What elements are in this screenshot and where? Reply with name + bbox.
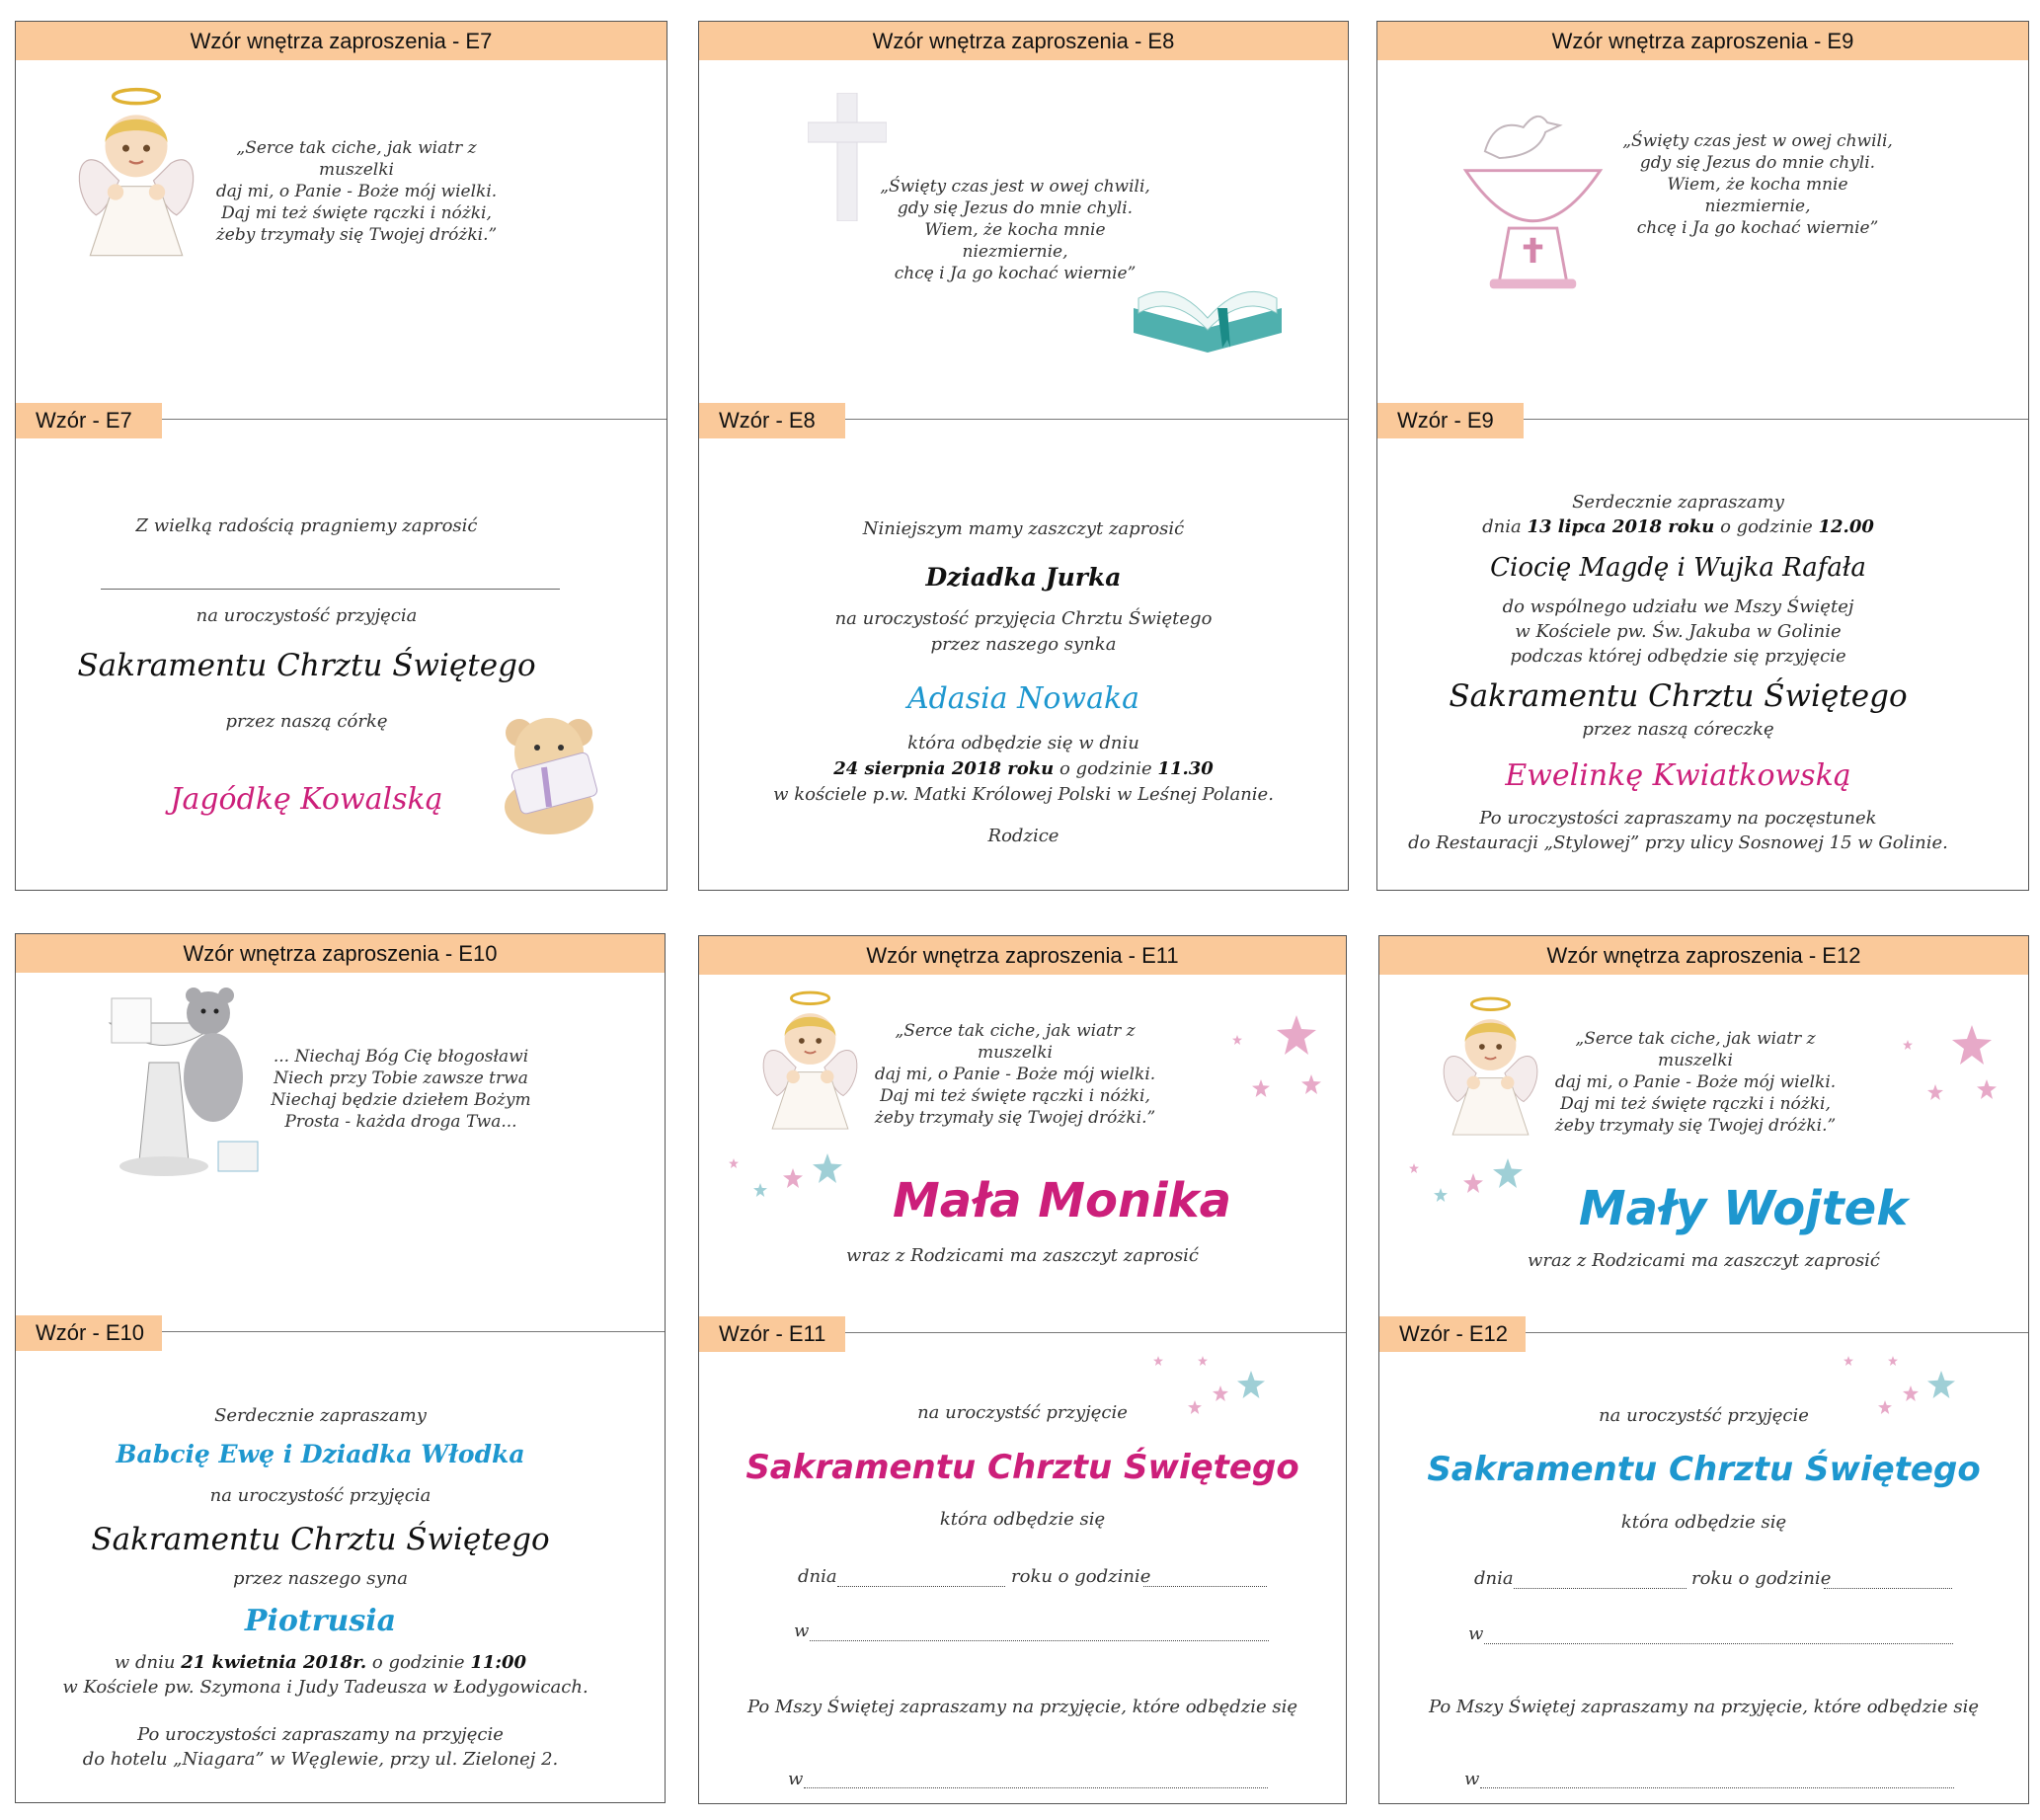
hour: 11:00	[470, 1652, 527, 1673]
angel-icon	[1434, 989, 1547, 1147]
intro-text: Z wielką radością pragniemy zaprosić	[135, 515, 478, 536]
place-text: w Kościele pw. Szymona i Judy Tadeusza w Łodygowicach.	[62, 1677, 588, 1698]
after-text-1: Po uroczystości zapraszamy na poczęstunek	[1479, 808, 1877, 829]
child-name: Ewelinkę Kwiatkowską	[1505, 758, 1851, 793]
poem: ... Niechaj Bóg Cię błogosławi Niech przy Tobie zawsze trwa Niechaj będzie dziełem Bożym Prosta - każda droga Twa...	[271, 1047, 531, 1132]
with-parents-text: wraz z Rodzicami ma zaszczyt zaprosić	[1527, 1250, 1881, 1271]
day-field[interactable]	[1514, 1588, 1687, 1589]
child-name: Mały Wojtek	[1578, 1181, 1909, 1236]
intro-text: Niniejszym mamy zaszczyt zaprosić	[862, 518, 1185, 539]
card-tag: Wzór - E12	[1379, 1316, 1526, 1352]
place-field[interactable]	[1484, 1643, 1953, 1644]
card-tag: Wzór - E7	[16, 403, 162, 438]
hour-field[interactable]	[1824, 1588, 1952, 1589]
in-label: w	[788, 1769, 804, 1789]
poem: „Serce tak ciche, jak wiatr z muszelki daj mi, o Panie - Boże mój wielki. Daj mi też święte rączki i nóżki, żeby trzymały się Twojej dróżki.”	[874, 1021, 1156, 1128]
book-icon	[1129, 269, 1287, 357]
child-name: Mała Monika	[893, 1173, 1231, 1228]
angel-icon	[753, 984, 867, 1142]
day-label: dnia	[798, 1566, 837, 1587]
child-name: Adasia Nowaka	[906, 681, 1140, 716]
hour: 12.00	[1818, 516, 1874, 537]
with-parents-text: wraz z Rodzicami ma zaszczyt zaprosić	[845, 1245, 1200, 1266]
guest-line	[101, 589, 560, 590]
teddy-bear-icon	[490, 708, 608, 836]
card-header: Wzór wnętrza zaproszenia - E7	[16, 22, 667, 60]
guest-name: Ciocię Magdę i Wujka Rafała	[1490, 553, 1866, 583]
poem: „Serce tak ciche, jak wiatr z muszelki daj mi, o Panie - Boże mój wielki. Daj mi też święte rączki i nóżki, żeby trzymały się Twojej dróżki.”	[215, 138, 498, 245]
card-header: Wzór wnętrza zaproszenia - E9	[1377, 22, 2028, 60]
date: 21 kwietnia 2018r.	[181, 1652, 367, 1673]
intro-text: Serdecznie zapraszamy	[214, 1405, 427, 1426]
through-text: przez naszego synka	[930, 634, 1117, 655]
poem: „Święty czas jest w owej chwili, gdy się Jezus do mnie chyli. Wiem, że kocha mnie niezmiernie, chcę i Ja go kochać wiernie”	[1622, 131, 1893, 238]
through-text: przez naszą córkę	[225, 711, 388, 732]
in-label: w	[794, 1621, 810, 1641]
detail-line-3: podczas której odbędzie się przyjęcie	[1510, 646, 1846, 667]
poem: „Serce tak ciche, jak wiatr z muszelki daj mi, o Panie - Boże mój wielki. Daj mi też święte rączki i nóżki, żeby trzymały się Twojej dróżki.”	[1554, 1029, 1837, 1136]
occasion-text: na uroczystość przyjęcia Chrztu Świętego	[834, 608, 1213, 629]
card-tag: Wzór - E10	[16, 1315, 162, 1351]
child-name: Piotrusia	[244, 1604, 397, 1638]
date-line: w dniu 21 kwietnia 2018r. o godzinie 11:00	[114, 1652, 527, 1673]
date-line: dnia 13 lipca 2018 roku o godzinie 12.00	[1482, 516, 1874, 537]
which-text: która odbędzie się	[1620, 1512, 1787, 1533]
card-header: Wzór wnętrza zaproszenia - E8	[699, 22, 1348, 60]
guest-name: Babcię Ewę i Dziadka Włodka	[116, 1440, 525, 1468]
after-text-1: Po uroczystości zapraszamy na przyjęcie	[137, 1724, 504, 1745]
through-text: przez naszą córeczkę	[1582, 719, 1774, 740]
card-header: Wzór wnętrza zaproszenia - E10	[16, 934, 665, 973]
card-header: Wzór wnętrza zaproszenia - E11	[699, 936, 1346, 975]
after-text-2: do Restauracji „Stylowej” przy ulicy Sosnowej 15 w Golinie.	[1408, 832, 1948, 853]
teddy-bear-font-icon	[90, 984, 277, 1181]
sacrament-title: Sakramentu Chrztu Świętego	[745, 1448, 1299, 1487]
angel-icon	[67, 81, 205, 269]
invitation-card-e12	[1378, 935, 2029, 1804]
reception-place-field[interactable]	[1480, 1787, 1954, 1788]
after-text: Po Mszy Świętej zapraszamy na przyjęcie, które odbędzie się	[1428, 1697, 1980, 1717]
after-text: Po Mszy Świętej zapraszamy na przyjęcie, które odbędzie się	[746, 1697, 1298, 1717]
occasion-text: na uroczystść przyjęcie	[917, 1402, 1128, 1423]
date: 13 lipca 2018 roku	[1527, 516, 1715, 537]
reception-place-field[interactable]	[804, 1787, 1268, 1788]
day-label: dnia	[1474, 1568, 1514, 1589]
baptismal-font-icon	[1447, 96, 1619, 293]
invitation-card-e10	[15, 933, 666, 1803]
child-name: Jagódkę Kowalską	[170, 782, 443, 817]
detail-line-2: w Kościele pw. Św. Jakuba w Golinie	[1515, 621, 1842, 642]
stars-icon	[1893, 1025, 2011, 1124]
invitation-card-e11	[698, 935, 1347, 1804]
place-text: w kościele p.w. Matki Królowej Polski w Leśnej Polanie.	[773, 784, 1274, 805]
after-text-2: do hotelu „Niagara” w Węglewie, przy ul. Zielonej 2.	[82, 1749, 559, 1770]
occasion-text: na uroczystość przyjęcia	[209, 1485, 432, 1506]
sacrament-title: Sakramentu Chrztu Świętego	[1449, 678, 1908, 714]
place-field[interactable]	[810, 1640, 1269, 1641]
card-tag: Wzór - E9	[1377, 403, 1524, 438]
card-tag: Wzór - E11	[699, 1316, 845, 1352]
invitation-card-e8	[698, 21, 1349, 891]
invitation-card-e9	[1376, 21, 2029, 891]
stars-icon	[1222, 1015, 1331, 1114]
intro-text: Serdecznie zapraszamy	[1572, 492, 1784, 513]
date: 24 sierpnia 2018 roku	[833, 758, 1055, 779]
in-label: w	[1464, 1769, 1480, 1789]
poem: „Święty czas jest w owej chwili, gdy się Jezus do mnie chyli. Wiem, że kocha mnie niezmiernie, chcę i Ja go kochać wiernie”	[880, 177, 1150, 283]
detail-line-1: do wspólnego udziału we Mszy Świętej	[1502, 596, 1854, 617]
sacrament-title: Sakramentu Chrztu Świętego	[1427, 1450, 1981, 1489]
year-label: roku o godzinie	[1011, 1566, 1151, 1587]
year-label: roku o godzinie	[1691, 1568, 1832, 1589]
when-intro: która odbędzie się w dniu	[907, 733, 1139, 753]
in-label: w	[1468, 1623, 1484, 1644]
date-line: 24 sierpnia 2018 roku o godzinie 11.30	[833, 758, 1214, 779]
occasion-text: na uroczystść przyjęcie	[1599, 1405, 1809, 1426]
day-field[interactable]	[837, 1586, 1005, 1587]
invitation-card-e7	[15, 21, 667, 891]
through-text: przez naszego syna	[233, 1568, 408, 1589]
occasion-text: na uroczystość przyjęcia	[196, 605, 418, 626]
signature: Rodzice	[987, 826, 1059, 846]
hour-field[interactable]	[1143, 1586, 1267, 1587]
sacrament-title: Sakramentu Chrztu Świętego	[77, 648, 536, 683]
guest-name: Dziadka Jurka	[925, 563, 1122, 592]
hour: 11.30	[1157, 758, 1214, 779]
which-text: która odbędzie się	[939, 1509, 1106, 1530]
sacrament-title: Sakramentu Chrztu Świętego	[91, 1522, 550, 1557]
card-header: Wzór wnętrza zaproszenia - E12	[1379, 936, 2028, 975]
card-tag: Wzór - E8	[699, 403, 845, 438]
